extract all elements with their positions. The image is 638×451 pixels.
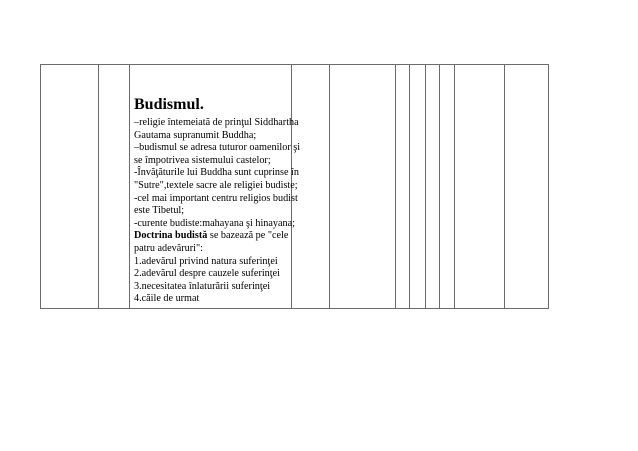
doctrine-bold: Doctrina budistă xyxy=(134,230,208,242)
text-line-15: 4.căile de urmat xyxy=(134,293,200,305)
text-line-12: 1.adevărul privind natura suferinţei xyxy=(134,255,278,267)
text-line-8: este Tibetul; xyxy=(134,205,185,217)
doctrine-line xyxy=(134,230,289,243)
text-line-4: se împotrivea sistemului castelor; xyxy=(134,154,271,166)
table-cell xyxy=(396,65,410,309)
section-title: Budismul. xyxy=(134,96,204,113)
text-line-1: –religie întemeiată de prinţul Siddhartha xyxy=(134,117,299,128)
table-cell xyxy=(41,65,99,309)
table-cell xyxy=(330,65,396,309)
text-line-6: "Sutre",textele sacre ale religiei budiste; xyxy=(134,179,298,191)
text-line-2: Gautama supranumit Buddha; xyxy=(134,129,257,141)
text-line-5: -Învăţăturile lui Buddha sunt cuprinse în xyxy=(134,167,299,179)
doctrine-rest: se bazează pe "cele xyxy=(207,230,289,242)
text-line-13: 2.adevărul despre cauzele suferinţei xyxy=(134,268,280,280)
text-line-14: 3.necesitatea înlaturării suferinţei xyxy=(134,280,271,292)
table-cell xyxy=(440,65,455,309)
text-line-9: -curente budiste:mahayana şi hinayana; xyxy=(134,217,295,229)
table-cell xyxy=(505,65,549,309)
document-table xyxy=(40,64,549,309)
table-cell xyxy=(410,65,426,309)
table-cell xyxy=(99,65,130,309)
table-cell xyxy=(426,65,440,309)
text-line-11: patru adevăruri": xyxy=(134,242,203,254)
text-line-3: –budismul se adresa tuturor oamenilor şi xyxy=(134,142,301,154)
content-cell xyxy=(130,65,301,309)
table-row xyxy=(41,65,549,309)
text-line-7: -cel mai important centru religios budist xyxy=(134,192,298,204)
table-cell xyxy=(455,65,505,309)
